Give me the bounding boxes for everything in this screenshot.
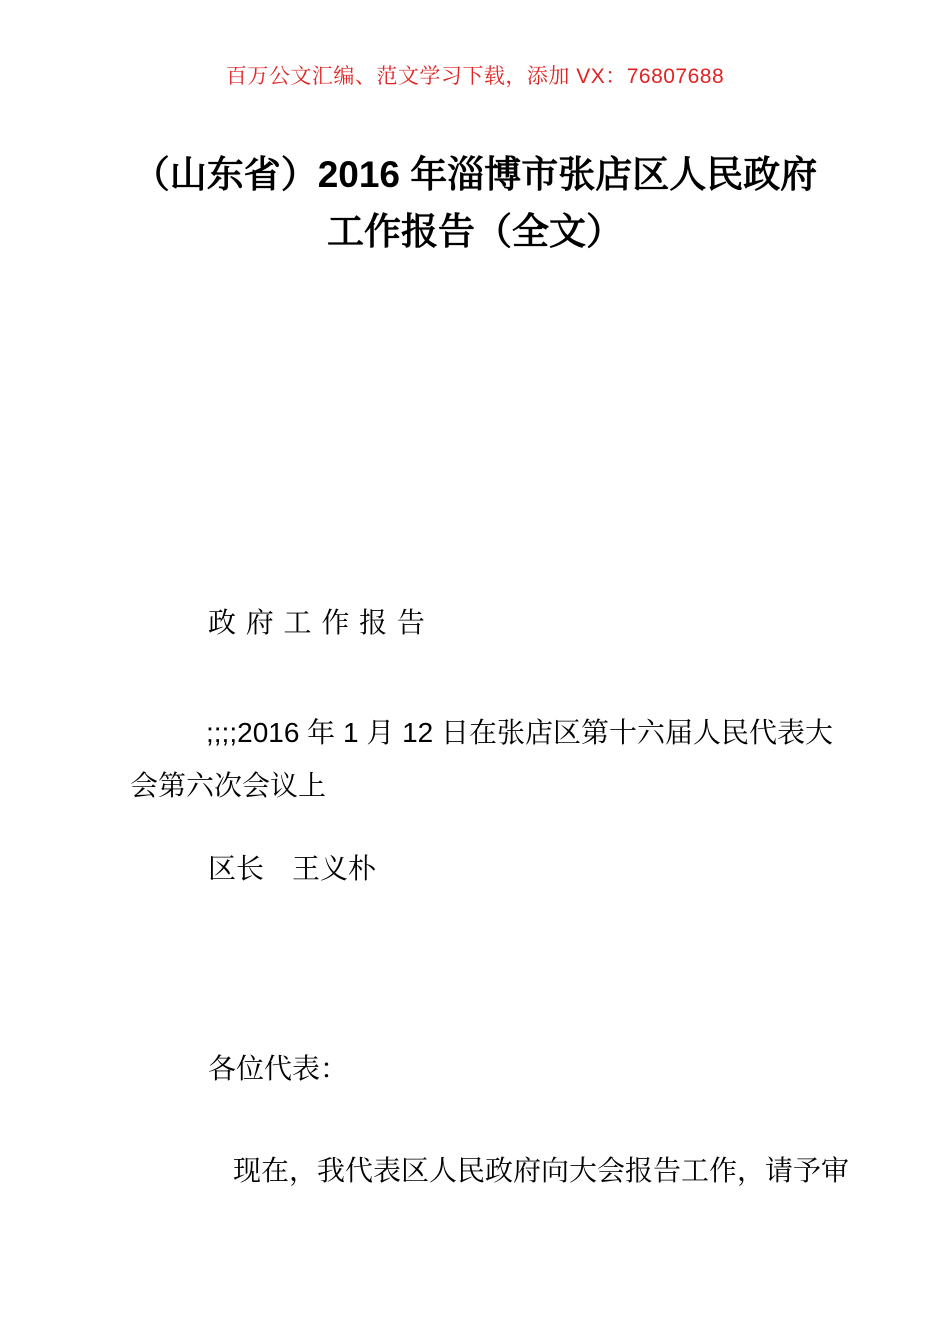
doc-title — [75, 146, 875, 260]
report-heading: 政 府 工 作 报 告 — [208, 607, 426, 638]
doc-title-line-1: （山东省）2016 年淄博市张店区人民政府 — [132, 154, 818, 195]
session-line: ;;;;2016 年 1 月 12 日在张店区第十六届人民代表大会第六次会议上 — [130, 717, 834, 801]
speaker-line: 区长 王义朴 — [208, 853, 377, 884]
opening-paragraph: 现在，我代表区人民政府向大会报告工作，请予审 — [233, 1155, 850, 1186]
doc-title-line-2: 工作报告（全文） — [327, 211, 623, 252]
promo-banner: 百万公文汇编、范文学习下载，添加 VX：76807688 — [225, 65, 725, 88]
salutation: 各位代表： — [208, 1053, 349, 1084]
